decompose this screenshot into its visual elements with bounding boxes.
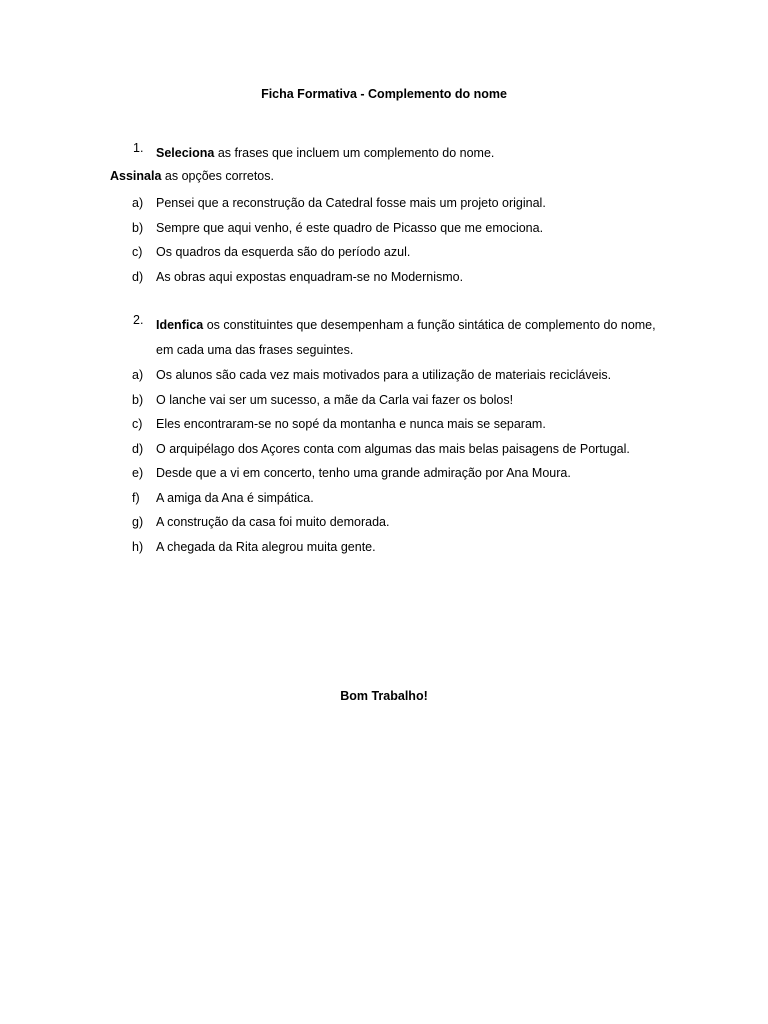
item-letter: a) (132, 196, 144, 210)
item-text: Os quadros da esquerda são do período azul. (156, 245, 411, 259)
item-letter: b) (132, 392, 144, 407)
question-body: as frases que incluem um complemento do nome. (214, 146, 495, 160)
item-text: As obras aqui expostas enquadram-se no Modernismo. (156, 269, 464, 284)
item-text: Sempre que aqui venho, é este quadro de Picasso que me emociona. (156, 220, 544, 235)
question-body: os constituintes que desempenham a função sintática de complemento do nome, em cada uma das frases seguintes. (156, 318, 656, 357)
instruction-body: as opções corretos. (161, 169, 274, 183)
question-number: 2. (133, 313, 144, 327)
item-letter: d) (132, 269, 144, 284)
page-title: Ficha Formativa - Complemento do nome (261, 87, 507, 101)
question-verb: Idenfica (156, 318, 204, 332)
item-text: A chegada da Rita alegrou muita gente. (156, 539, 376, 554)
item-letter: h) (132, 539, 144, 554)
item-letter: f) (132, 490, 140, 505)
item-letter: d) (132, 441, 144, 456)
question-text (156, 313, 656, 362)
item-letter: e) (132, 466, 144, 480)
item-text: A amiga da Ana é simpática. (156, 490, 314, 505)
question-text (156, 141, 656, 166)
question-number: 1. (133, 141, 144, 155)
closing-message: Bom Trabalho! (340, 689, 428, 703)
item-text: O lanche vai ser um sucesso, a mãe da Carla vai fazer os bolos! (156, 392, 514, 407)
instruction-verb: Assinala (110, 169, 162, 183)
item-text: Desde que a vi em concerto, tenho uma grande admiração por Ana Moura. (156, 466, 571, 480)
instruction (110, 169, 274, 183)
item-text: Eles encontraram-se no sopé da montanha e nunca mais se separam. (156, 417, 546, 431)
item-text: O arquipélago dos Açores conta com algumas das mais belas paisagens de Portugal. (156, 441, 630, 456)
item-letter: b) (132, 220, 144, 235)
item-letter: c) (132, 417, 143, 431)
question-verb: Seleciona (156, 146, 215, 160)
item-text: Pensei que a reconstrução da Catedral fosse mais um projeto original. (156, 196, 546, 210)
item-letter: g) (132, 515, 144, 529)
item-letter: c) (132, 245, 143, 259)
item-text: Os alunos são cada vez mais motivados para a utilização de materiais recicláveis. (156, 368, 612, 382)
item-text: A construção da casa foi muito demorada. (156, 515, 390, 529)
item-letter: a) (132, 368, 144, 382)
